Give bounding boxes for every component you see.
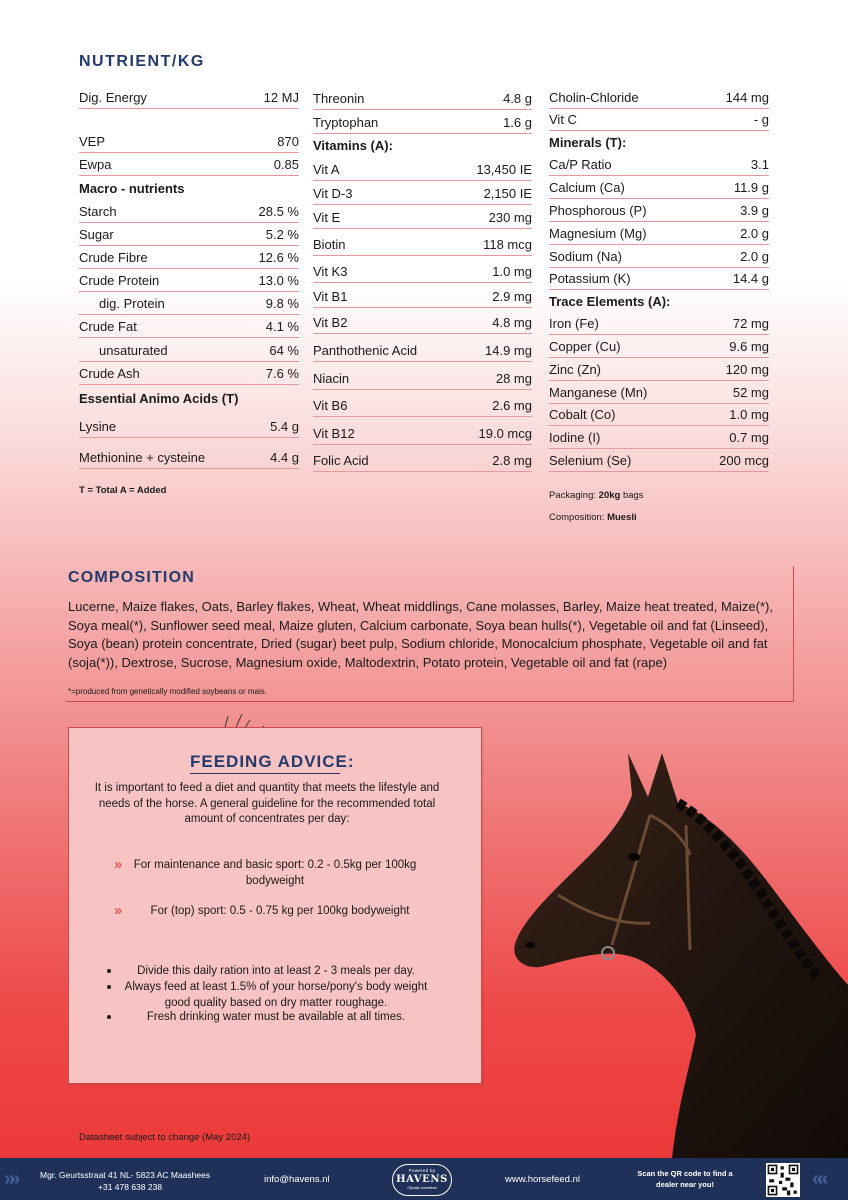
composition-title: COMPOSITION (68, 569, 195, 586)
nutrient-row (549, 381, 769, 404)
nutrient-value: 4.1 % (265, 319, 299, 334)
nutrient-value: 0.85 (273, 157, 299, 172)
composition-label: Composition: (549, 512, 605, 523)
nutrient-row (79, 200, 299, 223)
nutrient-row (79, 154, 299, 176)
nutrient-row (313, 257, 532, 283)
nutrient-row (549, 268, 769, 290)
nutrient-value: 4.8 g (503, 91, 532, 106)
nutrient-row (549, 449, 769, 472)
nutrient-label: Sugar (79, 227, 114, 242)
nutrient-value: 9.6 mg (729, 339, 769, 354)
disclaimer: Datasheet subject to change (May 2024) (79, 1132, 251, 1143)
nutrient-value: 28 mg (495, 371, 532, 386)
nutrient-label: Vit B2 (313, 315, 348, 330)
nutrient-label: Niacin (313, 371, 350, 386)
nutrient-row (549, 131, 769, 153)
nutrient-label: Potassium (K) (549, 271, 631, 286)
logo-powered-by: Powered by (408, 1168, 436, 1173)
nutrient-label: Copper (Cu) (549, 339, 621, 354)
nutrient-label: Vit C (549, 112, 577, 127)
nutrient-value: 14.9 mg (485, 343, 532, 358)
nutrient-row (79, 269, 299, 292)
nutrient-row (313, 390, 532, 417)
nutrient-value: 5.4 g (270, 419, 299, 434)
nutrient-value: 19.0 mcg (478, 426, 532, 441)
feeding-bullet-3: Fresh drinking water must be available at all times. (146, 1011, 406, 1023)
feeding-title: FEEDING ADVICE: (190, 752, 355, 771)
nutrient-label: Crude Protein (79, 273, 160, 288)
nutrient-value: 200 mcg (719, 453, 769, 468)
nutrient-value: 13.0 % (258, 273, 299, 288)
nutrient-value: 4.4 g (270, 450, 299, 465)
nutrient-label: Iron (Fe) (549, 316, 599, 331)
nutrient-label: Vit B12 (313, 426, 355, 441)
nutrient-value: 870 (277, 134, 299, 149)
nutrient-row (79, 223, 299, 246)
nutrient-label: Lysine (79, 419, 117, 434)
nutrient-value: 2,150 IE (483, 186, 532, 201)
nutrient-value: 11.9 g (733, 180, 769, 195)
nutrient-row (79, 412, 299, 438)
nutrient-label: Folic Acid (313, 453, 369, 468)
nutrient-label: Biotin (313, 237, 346, 252)
nutrient-value: 64 % (269, 343, 299, 358)
nutrient-value: 7.6 % (265, 366, 299, 381)
nutrient-label: Crude Fat (79, 319, 137, 334)
nutrient-label: Phosphorous (P) (549, 203, 647, 218)
nutrient-row (549, 85, 769, 109)
nutrient-value: 118 mcg (483, 237, 532, 252)
nutrient-row (549, 358, 769, 381)
nutrient-value: 28.5 % (258, 204, 299, 219)
qr-code-icon[interactable] (766, 1163, 800, 1197)
nutrient-row (313, 363, 532, 390)
nutrient-row (549, 291, 769, 312)
nutrient-label: Vit B6 (313, 398, 348, 413)
nutrient-label: Ewpa (79, 157, 112, 172)
composition-value: Muesli (607, 512, 637, 523)
packaging-note (549, 490, 644, 501)
nutrient-value: 9.8 % (265, 296, 299, 311)
nutrient-value: 2.6 mg (492, 398, 532, 413)
bullet-dot (107, 969, 111, 973)
feeding-title-underline (190, 773, 340, 774)
nutrient-value: 12.6 % (258, 250, 299, 265)
nutrient-row (549, 199, 769, 222)
nutrient-label: Vit E (313, 210, 341, 225)
nutrient-value: 72 mg (732, 316, 769, 331)
nutrient-label: Vit K3 (313, 264, 348, 279)
nutrient-row (79, 338, 299, 362)
nutrient-row (313, 309, 532, 334)
chevron-right-icon: »» (4, 1168, 15, 1190)
nutrient-label: dig. Protein (99, 296, 165, 311)
nutrient-row (313, 181, 532, 205)
nutrient-row (79, 246, 299, 269)
nutrient-label: Selenium (Se) (549, 453, 632, 468)
nutrient-label: Crude Fibre (79, 250, 148, 265)
nutrient-row (549, 176, 769, 199)
nutrient-value: 3.9 g (740, 203, 769, 218)
footer-phone: +31 478 638 238 (98, 1182, 163, 1192)
bullet-dot (107, 985, 111, 989)
nutrient-row (549, 245, 769, 268)
nutrient-value: 2.8 mg (492, 453, 532, 468)
nutrient-label: unsaturated (99, 343, 168, 358)
nutrient-row (313, 418, 532, 445)
nutrient-row (313, 283, 532, 308)
nutrient-row (549, 222, 769, 245)
nutrient-row (549, 335, 769, 358)
nutrient-row (549, 404, 769, 426)
chevron-right-icon: » (114, 856, 119, 873)
nutrient-value: 144 mg (725, 90, 769, 105)
nutrient-row (79, 292, 299, 315)
nutrient-row (79, 385, 299, 409)
packaging-label: Packaging: (549, 490, 597, 501)
nutrient-row (549, 426, 769, 449)
footer-address: Mgr. Geurtsstraat 41 NL- 5823 AC Maashees (40, 1170, 211, 1180)
footer (0, 1158, 848, 1200)
nutrient-label: Vitamins (A): (313, 138, 393, 153)
nutrient-value: 13,450 IE (476, 162, 532, 177)
feeding-item-top-sport: For (top) sport: 0.5 - 0.75 kg per 100kg bodyweight (150, 905, 410, 917)
bullet-dot (107, 1015, 111, 1019)
nutrient-label: Panthothenic Acid (313, 343, 418, 358)
nutrient-label: Vit A (313, 162, 340, 177)
nutrient-label: Crude Ash (79, 366, 140, 381)
nutrient-value: 4.8 mg (492, 315, 532, 330)
nutrient-label: Magnesium (Mg) (549, 226, 647, 241)
nutrient-row (313, 157, 532, 181)
nutrient-label: Zinc (Zn) (549, 362, 601, 377)
footer-email[interactable]: info@havens.nl (264, 1174, 330, 1185)
footer-qr-text: Scan the QR code to find a dealer near you! (637, 1169, 733, 1189)
nutrient-value: 2.9 mg (492, 289, 532, 304)
chevron-left-icon: «« (812, 1168, 823, 1190)
nutrient-label: Trace Elements (A): (549, 294, 671, 309)
logo-name: HAVENS (396, 1174, 448, 1185)
nutrient-value: 1.0 mg (492, 264, 532, 279)
nutrient-value: 52 mg (732, 385, 769, 400)
nutrient-row (313, 205, 532, 229)
logo-subtitle: Olympic horsefeed (407, 1186, 437, 1190)
nutrient-label: Cobalt (Co) (549, 407, 616, 422)
nutrient-label: Essential Animo Acids (T) (79, 391, 239, 406)
nutrient-row (313, 134, 532, 156)
nutrient-row (313, 335, 532, 362)
nutrient-value: 1.6 g (503, 115, 532, 130)
nutrient-value: 2.0 g (740, 226, 769, 241)
nutrient-value: 120 mg (725, 362, 769, 377)
nutrient-value: 12 MJ (263, 90, 299, 105)
nutrient-value: 0.7 mg (729, 430, 769, 445)
nutrient-row (79, 85, 299, 109)
nutrient-label: Manganese (Mn) (549, 385, 648, 400)
packaging-unit: bags (622, 490, 644, 501)
feeding-bullet-2: Always feed at least 1.5% of your horse/pony's body weight good quality based on dry matter roughage. (124, 981, 428, 1009)
nutrient-label: Tryptophan (313, 115, 379, 130)
havens-logo (392, 1164, 452, 1196)
nutrient-row (79, 315, 299, 338)
nutrient-row (549, 312, 769, 335)
nutrient-row (79, 177, 299, 199)
nutrient-row (79, 131, 299, 153)
nutrient-label: Threonin (313, 91, 365, 106)
feeding-bullet-1: Divide this daily ration into at least 2 - 3 meals per day. (137, 965, 415, 977)
nutrient-row (79, 362, 299, 385)
nutrient-label: VEP (79, 134, 106, 149)
nutrient-value: 5.2 % (265, 227, 299, 242)
nutrient-label: Cholin-Chloride (549, 90, 639, 105)
nutrient-title: NUTRIENT/KG (79, 53, 205, 70)
nutrient-label: Vit B1 (313, 289, 348, 304)
horse-photo (500, 745, 848, 1158)
packaging-value: 20kg (598, 490, 621, 501)
composition-footnote: *=produced from genetically modified soybeans or mais. (68, 687, 267, 696)
nutrient-value: - g (753, 112, 769, 127)
nutrient-value: 2.0 g (740, 249, 769, 264)
nutrient-row (313, 110, 532, 134)
nutrient-row (313, 230, 532, 256)
nutrient-row (313, 85, 532, 110)
nutrient-label: Starch (79, 204, 117, 219)
nutrient-value: 1.0 mg (729, 407, 769, 422)
footer-website[interactable]: www.horsefeed.nl (505, 1174, 580, 1185)
nutrient-label: Dig. Energy (79, 90, 147, 105)
legend-note: T = Total A = Added (79, 485, 167, 496)
chevron-right-icon: » (114, 902, 119, 919)
nutrient-label: Sodium (Na) (549, 249, 622, 264)
nutrient-value: 14.4 g (732, 271, 769, 286)
composition-text: Lucerne, Maize flakes, Oats, Barley flakes, Wheat, Wheat middlings, Cane molasses, Barley, Maize heat treated, Maize(*), Soya meal(*), Sunflower seed meal, Maize gluten, Calcium carbonate, Soya bean hulls(*), Vegetable oil and fat (Linseed), Soya (bean) protein concentrate, Dried (sugar) beet pulp, Sodium chloride, Monocalcium phosphate, Vegetable oil and fat (soja(*)), Dextrose, Sucrose, Magnesium oxide, Maltodextrin, Potato protein, Vegetable oil and fat (rape) (68, 599, 773, 670)
nutrient-label: Minerals (T): (549, 135, 627, 150)
nutrient-label: Ca/P Ratio (549, 157, 612, 172)
nutrient-label: Iodine (I) (549, 430, 601, 445)
feeding-item-maintenance: For maintenance and basic sport: 0.2 - 0.5kg per 100kg bodyweight (133, 859, 417, 887)
nutrient-label: Macro - nutrients (79, 181, 185, 196)
nutrient-row (549, 109, 769, 131)
nutrient-row (549, 153, 769, 176)
nutrient-value: 230 mg (488, 210, 532, 225)
nutrient-label: Calcium (Ca) (549, 180, 625, 195)
nutrient-label: Methionine + cysteine (79, 450, 206, 465)
nutrient-label: Vit D-3 (313, 186, 353, 201)
nutrient-row (313, 445, 532, 472)
nutrient-row (79, 442, 299, 469)
nutrient-value: 3.1 (750, 157, 769, 172)
feeding-intro: It is important to feed a diet and quantity that meets the lifestyle and needs of the horse. A general guideline for the recommended total amount of concentrates per day: (94, 782, 440, 825)
composition-note (549, 512, 637, 523)
